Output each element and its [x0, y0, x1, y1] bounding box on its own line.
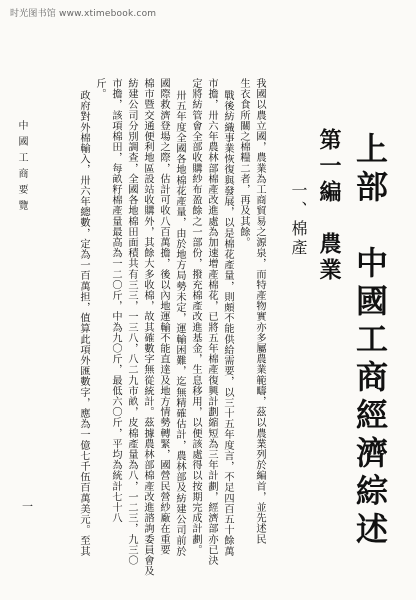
- chapter-title: 第一編 農業: [316, 128, 342, 284]
- body-column: 戰後紡織事業恢復與發展，以是棉花產量，則頗不能供給需要，以三十五年度言，不足四百五十餘萬: [222, 90, 233, 557]
- body-column: 生衣食所關之棉糧二者，再及其餘。: [238, 78, 249, 248]
- body-column: 斤。: [94, 78, 105, 100]
- body-column: 棉市暨交通便利地區設站收購外，其餘大多收棉，故其確數字無從統計。茲據農林部棉產改進諮詢委員會及: [142, 78, 153, 577]
- page-number: 一: [22, 500, 33, 513]
- body-column: 國際救濟登場之際，估計可收八百萬擔，後以內地運輸不能直達及地方情勢轉緊，國營民營紗廠在重要: [158, 78, 169, 555]
- body-column: 政府對外棉輸入，卅六年總數，定為一百萬担，值算此項外匯數字，應為一億七千伍百萬美元。至其: [78, 90, 89, 557]
- section-title: 一、棉產: [289, 182, 308, 258]
- body-column: 卅五年度全國各地棉花產量，由於地方局勢未定，運輸困難，迄無精確估計，農林部及紡建公司前於: [174, 90, 185, 557]
- watermark: 时光图书馆 www.xtimebook.com: [10, 9, 157, 19]
- part-title: 上部 中國工商經濟綜述: [351, 132, 389, 550]
- body-column: 市擔，該項棉田，每畝籽棉產量最高為一二〇斤，中為九〇斤，最低六〇斤，平均為統計七十八: [110, 78, 121, 524]
- body-column: 紡建公司分別調查，全國各地棉田面積共有三三，一三八，八二九市畝，皮棉產量為八，一二三，九三〇: [126, 78, 137, 566]
- body-column: 市擔，卅六年農林部棉產改進處為加速增產棉花，已將五年棉產復興計劃縮短為三年計劃，經濟部亦已決: [206, 78, 217, 566]
- body-column: 我國以農立國，農業為工商貿易之源泉，而特產物實亦多屬農業範疇，茲以農業列於編首，並先述民: [254, 78, 265, 545]
- margin-label: 中國工商要覽: [16, 120, 27, 216]
- body-column: 定將紡管會全部收購紗布盈餘之一部份，撥充棉產改進基金，生息移用，以便該處得以按期完成計劃。: [190, 78, 201, 555]
